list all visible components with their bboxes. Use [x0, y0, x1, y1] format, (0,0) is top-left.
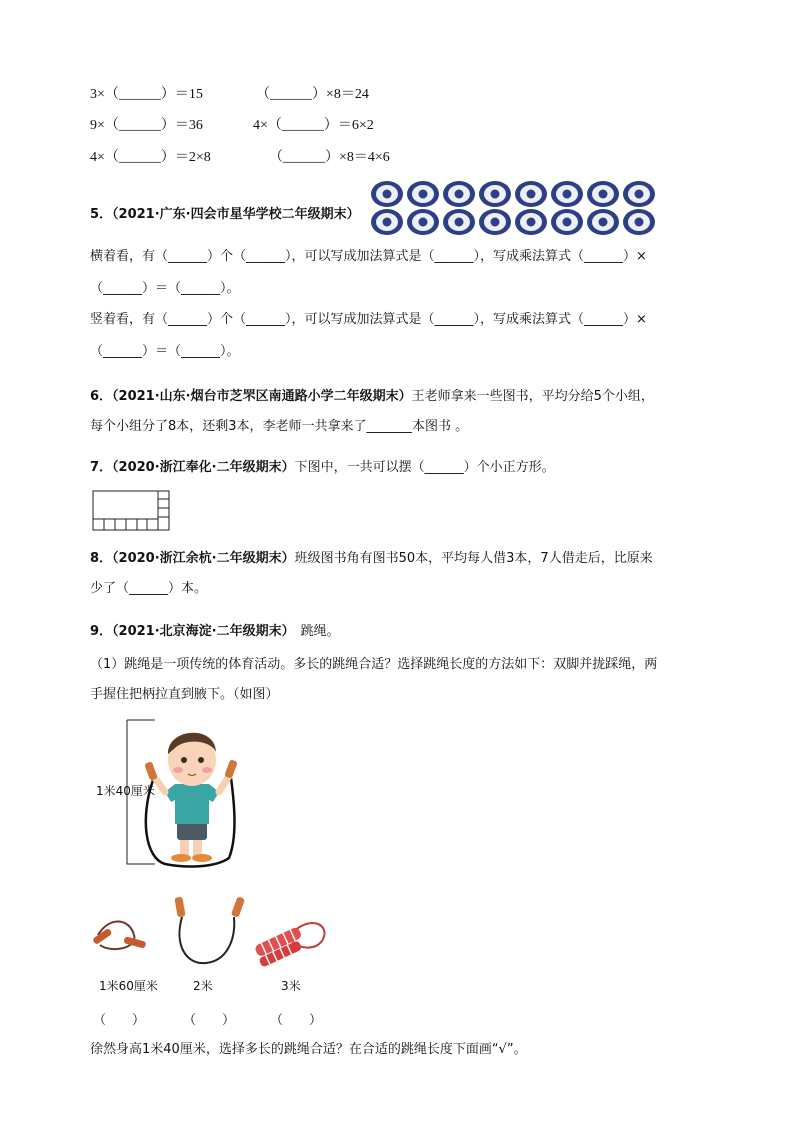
soccer-ball	[407, 181, 439, 207]
soccer-ball	[371, 209, 403, 235]
equation-2b: 4×（______）＝6×2	[253, 118, 374, 133]
q6-line-1	[90, 387, 654, 407]
soccer-ball	[551, 181, 583, 207]
option-label-2m: 2米	[193, 979, 213, 993]
q5-line-2: （______）＝（______）。	[90, 281, 240, 296]
q9-paragraph-2: 手握住把柄拉直到腋下。（如图）	[90, 687, 279, 702]
height-label: 1米40厘米	[96, 784, 155, 798]
option-label-160: 1米60厘米	[99, 979, 158, 993]
q8-heading: 8．（2020·浙江余杭·二年级期末）	[90, 551, 295, 566]
q8-text-1: 班级图书角有图书50本，平均每人借3本，7人借走后，比原来	[294, 551, 653, 566]
q5-line-1: 横着看，有（______）个（______），可以写成加法算式是（______），写成乘法算式（______）×	[90, 249, 647, 264]
soccer-ball	[623, 209, 655, 235]
q6-heading: 6．（2021·山东·烟台市芝罘区南通路小学二年级期末）	[90, 389, 412, 404]
q9-title: 跳绳。	[300, 624, 340, 639]
soccer-ball	[551, 209, 583, 235]
soccer-ball	[515, 209, 547, 235]
soccer-ball	[587, 181, 619, 207]
soccer-ball	[515, 181, 547, 207]
soccer-ball	[407, 209, 439, 235]
q7-text: 下图中，一共可以摆（______）个小正方形。	[294, 460, 555, 475]
rope-3m-icon	[250, 905, 335, 967]
answer-bracket-3m[interactable]: （ ）	[270, 1013, 323, 1028]
soccer-ball	[443, 209, 475, 235]
q8-line-1	[90, 549, 653, 569]
squares-figure	[92, 490, 172, 532]
soccer-ball	[623, 181, 655, 207]
equation-3a: 4×（______）＝2×8	[90, 150, 211, 165]
soccer-balls-figure	[370, 180, 660, 236]
q6-line-2: 每个小组分了8本，还剩3本，李老师一共拿来了_______本图书 。	[90, 419, 469, 434]
soccer-ball	[479, 181, 511, 207]
option-label-3m: 3米	[281, 979, 301, 993]
q9-line-1	[90, 622, 340, 642]
q7-line	[90, 458, 555, 478]
q8-line-2: 少了（______）本。	[90, 581, 208, 596]
rope-2m-icon	[170, 895, 250, 970]
soccer-ball	[443, 181, 475, 207]
equation-2a: 9×（______）＝36	[90, 118, 203, 133]
equation-3b: （______）×8＝4×6	[269, 150, 390, 165]
soccer-ball	[479, 209, 511, 235]
q5-line-4: （______）＝（______）。	[90, 344, 240, 359]
answer-bracket-160[interactable]: （ ）	[93, 1013, 146, 1028]
q7-heading: 7．（2020·浙江奉化·二年级期末）	[90, 460, 295, 475]
q6-text-1: 王老师拿来一些图书，平均分给5个小组，	[411, 389, 654, 404]
q9-paragraph-1: （1）跳绳是一项传统的体育活动。多长的跳绳合适？选择跳绳长度的方法如下：双脚并拢踩绳，两	[90, 657, 658, 672]
equation-1a: 3×（______）＝15	[90, 87, 203, 102]
rope-160-icon	[90, 905, 152, 963]
q9-heading: 9．（2021·北京海淀·二年级期末）	[90, 624, 295, 639]
q9-question: 徐然身高1米40厘米，选择多长的跳绳合适？在合适的跳绳长度下面画“√”。	[90, 1042, 527, 1057]
soccer-ball	[587, 209, 619, 235]
q5-heading: 5．（2021·广东·四会市星华学校二年级期末）	[90, 207, 360, 222]
soccer-ball	[371, 181, 403, 207]
q5-line-3: 竖着看，有（______）个（______），可以写成加法算式是（______），写成乘法算式（______）×	[90, 312, 647, 327]
equation-1b: （______）×8＝24	[256, 87, 369, 102]
answer-bracket-2m[interactable]: （ ）	[183, 1013, 236, 1028]
